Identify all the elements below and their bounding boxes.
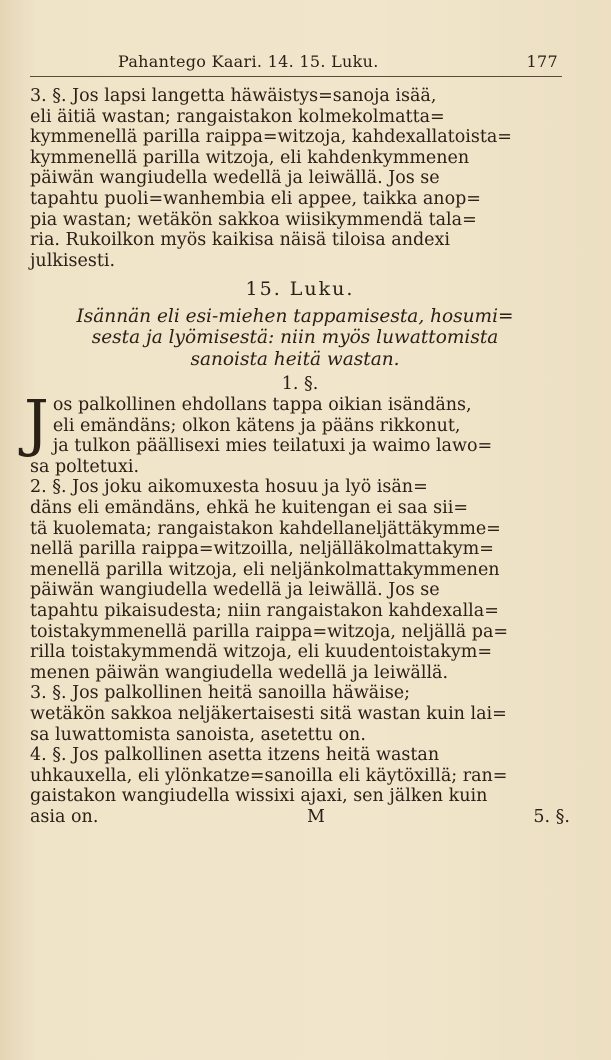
body-text — [24, 86, 570, 828]
text-line: 3. §. Jos palkollinen heitä sanoilla häwäise; — [30, 683, 411, 704]
text-line: toistakymmenellä parilla raippa=witzoja, neljällä pa= — [30, 621, 509, 642]
running-title: Pahantego Kaari. 14. 15. Luku. — [118, 52, 379, 71]
signature-mark: M — [306, 806, 325, 827]
header-rule — [30, 76, 562, 77]
text-line: däns eli emändäns, ehkä he kuitengan ei saa sii= — [30, 498, 469, 518]
text-line: päiwän wangiudella wedellä ja leiwällä. Jos se — [30, 168, 440, 189]
paragraph-2 — [30, 477, 570, 683]
text-line: menellä parilla witzoja, eli neljänkolmattakymmenen — [30, 559, 500, 580]
text-line: gaistakon wangiudella wissixi ajaxi, sen jälken kuin — [30, 786, 488, 807]
text-line: julkisesti. — [30, 250, 116, 271]
text-line: eli äitiä wastan; rangaistakon kolmekolmatta= — [30, 106, 445, 127]
text-line: ria. Rukoilkon myös kaikisa näisä tiloisa andexi — [30, 230, 450, 251]
text-line: uhkauxella, eli ylönkatze=sanoilla eli käytöxillä; ran= — [30, 765, 508, 786]
page-number: 177 — [526, 52, 558, 71]
paragraph-4 — [30, 745, 570, 827]
subheading-line: sesta ja lyömisestä: niin myös luwattomista — [91, 327, 499, 349]
text-line: 2. §. Jos joku aikomuxesta hosuu ja lyö isän= — [30, 477, 428, 498]
text-line: wetäkön sakkoa neljäkertaisesti sitä wastan kuin lai= — [30, 703, 507, 724]
text-line: menen päiwän wangiudella wedellä ja leiwällä. — [30, 662, 449, 683]
text-line: 3. §. Jos lapsi langetta häwäistys=sanoja isää, — [30, 86, 437, 106]
text-line: tapahtu puoli=wanhembia eli appee, taikka anop= — [30, 188, 481, 209]
paragraph-1 — [24, 386, 570, 477]
text-line: 4. §. Jos palkollinen asetta itzens heitä wastan — [30, 745, 440, 766]
page-header — [118, 52, 558, 76]
text-line: sa poltetuxi. — [30, 456, 140, 477]
section-heading: 15. Luku. — [245, 278, 355, 301]
text-line: päiwän wangiudella wedellä ja leiwällä. Jos se — [30, 580, 440, 601]
drop-cap: J — [24, 386, 49, 460]
text-line: asia on. — [30, 806, 99, 827]
catchword: 5. §. — [533, 806, 570, 827]
text-line: kymmenellä parilla witzoja, eli kahdenkymmenen — [30, 147, 470, 168]
text-line: nellä parilla raippa=witzoilla, neljälläkolmattakym= — [30, 539, 494, 560]
section-subheading — [30, 306, 560, 371]
text-line: tä kuolemata; rangaistakon kahdellaneljättäkymme= — [30, 518, 501, 539]
text-line: ja tulkon päällisexi mies teilatuxi ja waimo lawo= — [52, 436, 493, 457]
paragraph-3 — [30, 683, 570, 745]
subheading-line: Isännän eli esi-miehen tappamisesta, hosumi= — [76, 305, 514, 327]
last-line — [30, 807, 570, 828]
subheading-line: sanoista heitä wastan. — [190, 348, 400, 370]
text-line: rilla toistakymmendä witzoja, eli kuudentoistakym= — [30, 642, 493, 663]
text-line: tapahtu pikaisudesta; niin rangaistakon kahdexalla= — [30, 600, 499, 621]
text-line: eli emändäns; olkon kätens ja pääns rikkonut, — [52, 415, 461, 436]
text-line: pia wastan; wetäkön sakkoa wiisikymmendä tala= — [30, 209, 477, 230]
paragraph-number: 1. §. — [281, 374, 319, 395]
text-line: sa luwattomista sanoista, asetettu on. — [30, 724, 366, 745]
text-line: os palkollinen ehdollans tappa oikian isändäns, — [52, 395, 472, 416]
text-line: kymmenellä parilla raippa=witzoja, kahdexallatoista= — [30, 127, 512, 148]
